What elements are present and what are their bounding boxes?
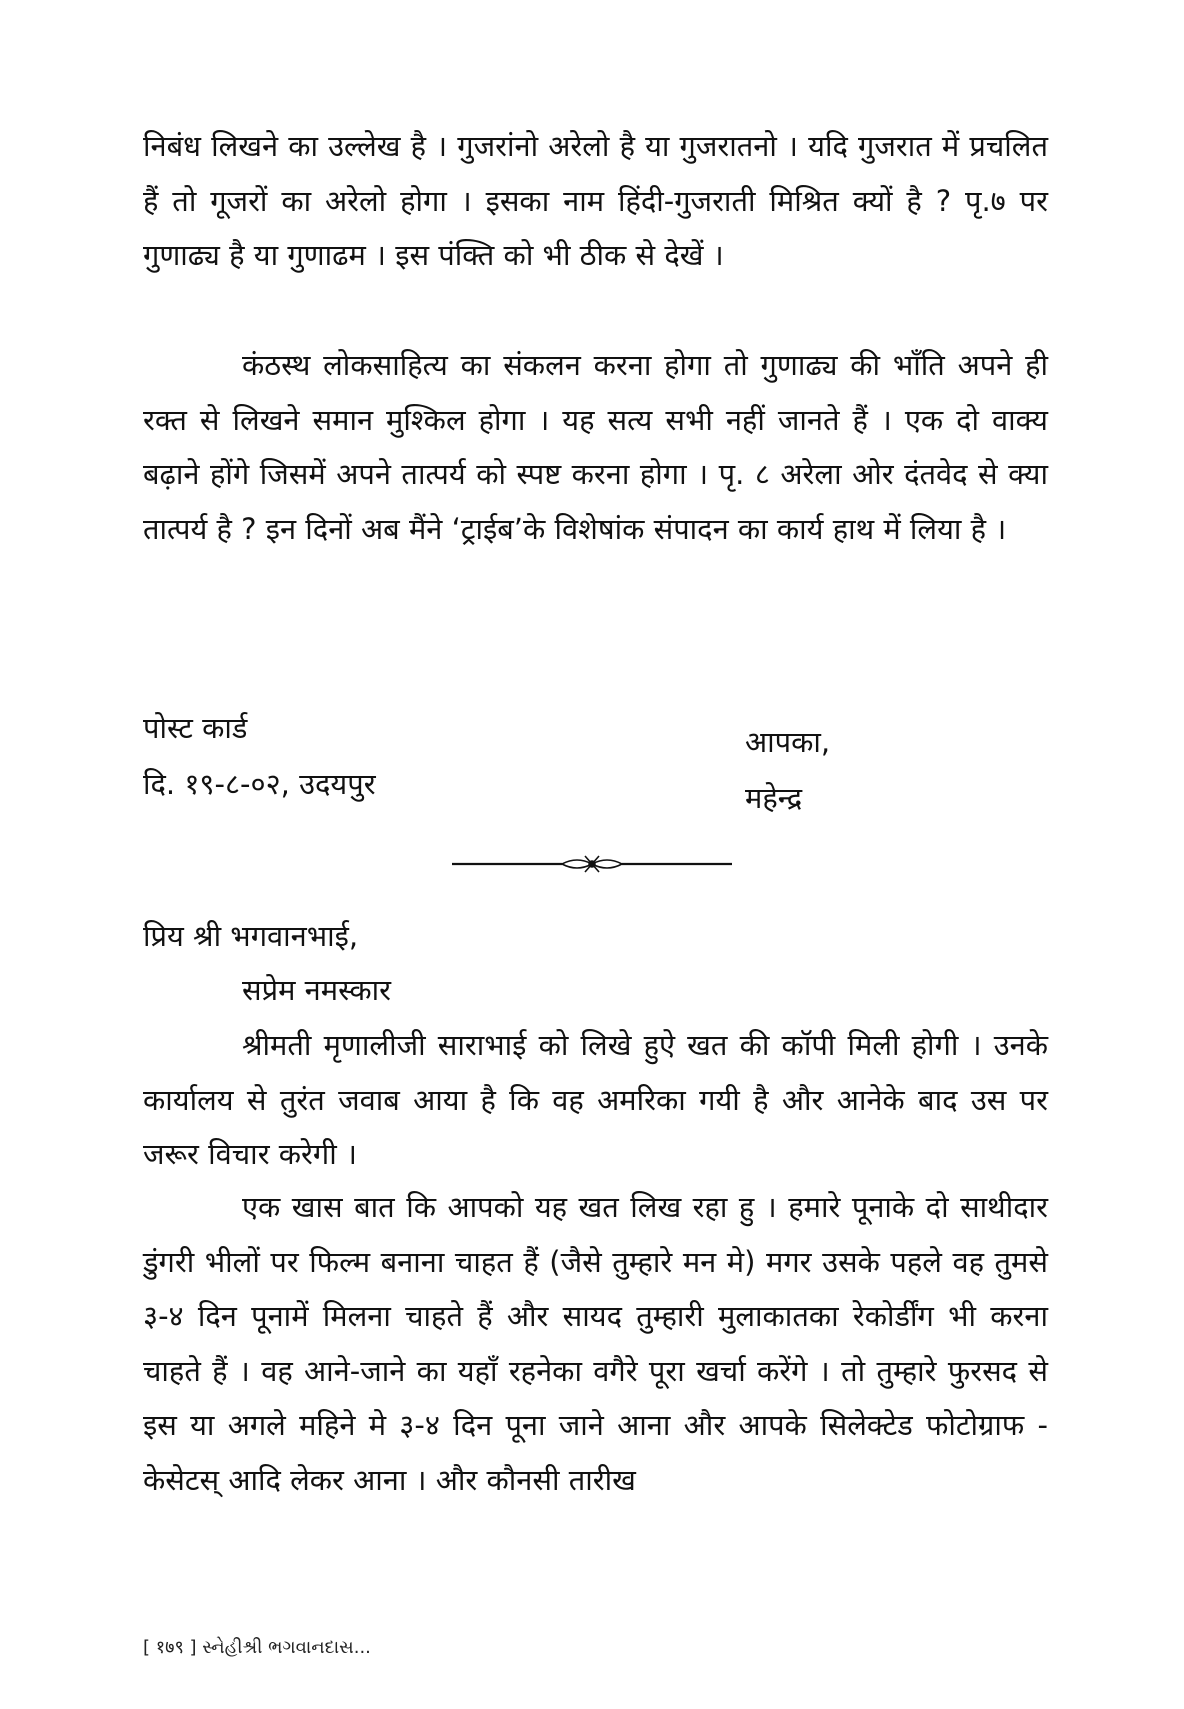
letter-medium: पोस्ट कार्ड [143,711,248,745]
page-footer: [ १७९ ] સ્નેહીશ્રી ભગવાનદાસ... [143,1637,371,1658]
flourish-icon [562,856,622,872]
letter-body-continued [143,119,1048,283]
paragraph-4: एक खास बात कि आपको यह खत लिख रहा हु । हमारे पूनाके दो साथीदार डुंगरी भीलों पर फिल्म बनाना चाहत हैं (जैसे तुम्हारे मन मे) मगर उसके पहले वह तुमसे ३-४ दिन पूनामें मिलना चाहते हैं और सायद तुम्हारी मुलाकातका रेकोर्डींग भी करना चाहते हैं । वह आने-जाने का यहाँ रहनेका वगैरे पूरा खर्चा करेंगे । तो तुम्हारे फुरसद से इस या अगले महिने मे ३-४ दिन पूना जाने आना और आपके सिलेक्टेड फोटोग्राफ - केसेटस् आदि लेकर आना । और कौनसी तारीख [143,1190,1048,1497]
closing-phrase: आपका, [745,725,831,759]
letter-body-paragraph [143,1018,1048,1182]
signer-name: महेन्द्र [745,781,803,815]
paragraph-1: निबंध लिखने का उल्लेख है । गुजरांनो अरेलो है या गुजरातनो । यदि गुजरात में प्रचलित हैं तो गूजरों का अरेलो होगा । इसका नाम हिंदी-गुजराती मिश्रित क्यों है ? पृ.७ पर गुणाढ्य है या गुणाढम । इस पंक्ति को भी ठीक से देखें । [143,129,1048,272]
letter-body-paragraph [143,1180,1048,1507]
paragraph-3: श्रीमती मृणालीजी साराभाई को लिखे हुऐ खत की कॉपी मिली होगी । उनके कार्यालय से तुरंत जवाब आया है कि वह अमरिका गयी है और आनेके बाद उस पर जरूर विचार करेगी । [143,1028,1048,1171]
greeting: सप्रेम नमस्कार [242,973,392,1007]
letter-body-paragraph [143,338,1048,556]
paragraph-2: कंठस्थ लोकसाहित्य का संकलन करना होगा तो गुणाढ्य की भाँति अपने ही रक्त से लिखने समान मुश्किल होगा । यह सत्य सभी नहीं जानते हैं । एक दो वाक्य बढ़ाने होंगे जिसमें अपने तात्पर्य को स्पष्ट करना होगा । पृ. ८ अरेला ओर दंतवेद से क्या तात्पर्य है ? इन दिनों अब मैंने ‘ट्राईब’के विशेषांक संपादन का कार्य हाथ में लिया है । [143,348,1048,546]
letter-meta [143,700,376,812]
letter-date-place: दि. १९-८-०२, उदयपुर [143,767,376,801]
ornamental-divider [452,852,732,876]
salutation: प्रिय श्री भगवानभाई, [143,919,359,953]
letter-signature [745,714,830,826]
